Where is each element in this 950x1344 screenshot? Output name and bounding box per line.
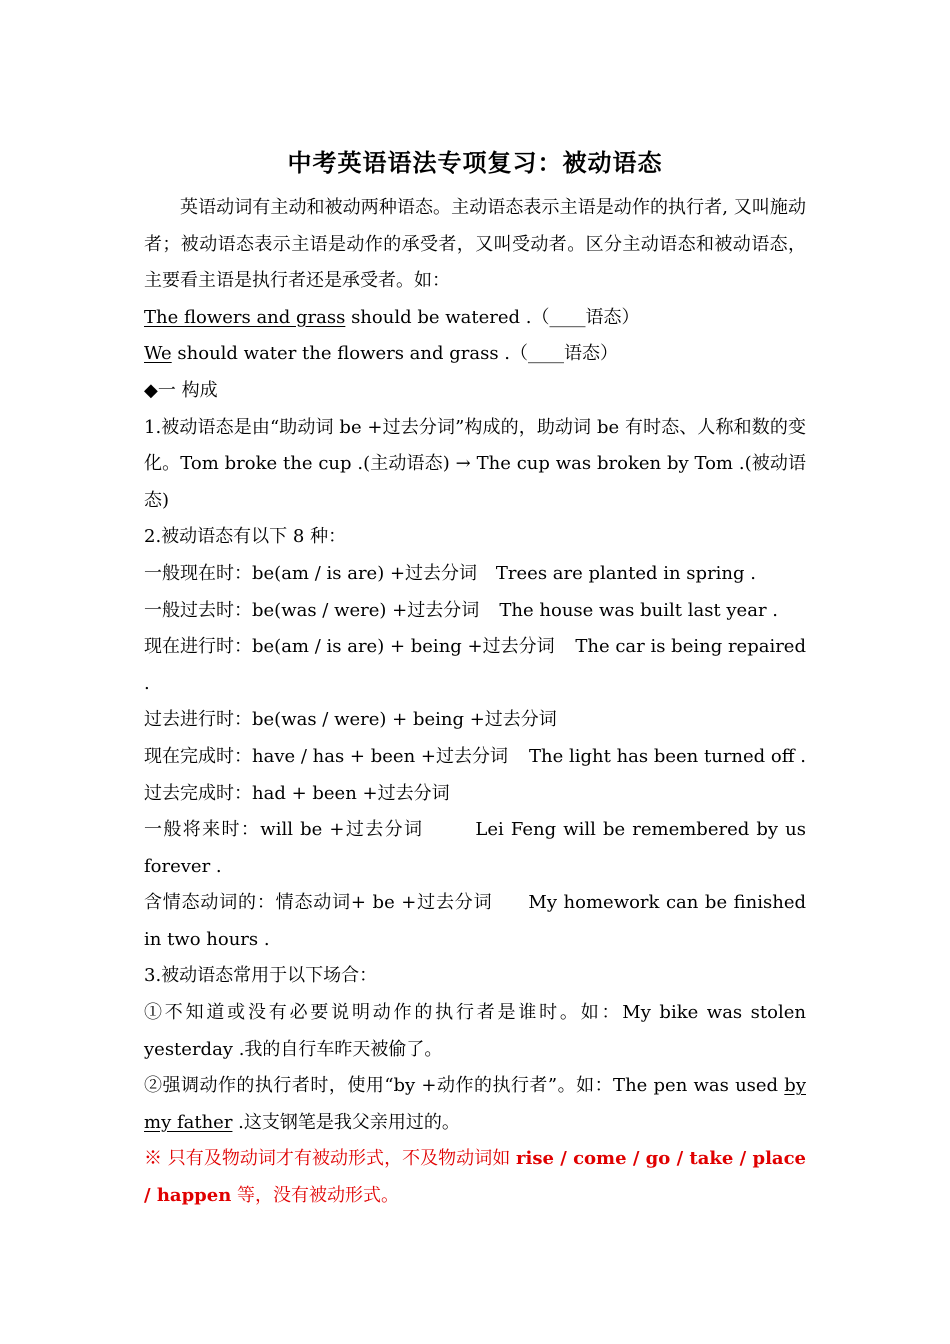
example-subject: The flowers and grass	[144, 306, 346, 328]
usage-1: ①不知道或没有必要说明动作的执行者是谁时。如：My bike was stolen yesterday .我的自行车昨天被偷了。	[144, 1002, 806, 1060]
reference-mark-icon: ※	[144, 1148, 163, 1170]
example-sentence-passive: The flowers and grass should be watered .（____语态）	[144, 306, 640, 328]
point-1: 1.被动语态是由“助动词 be +过去分词”构成的，助动词 be 有时态、人称和数的变化。Tom broke the cup .(主动语态) → The cup was broken by Tom .(被动语态)	[144, 416, 806, 511]
tense-row-tail: .	[144, 672, 150, 694]
diamond-bullet-icon: ◆	[144, 379, 158, 401]
tense-row: 含情态动词的：情态动词+ be +过去分词 My homework can be finished in two hours .	[144, 892, 806, 950]
note-paragraph: ※ 只有及物动词才有被动形式，不及物动词如 rise / come / go / take / place / happen 等，没有被动形式。	[144, 1148, 806, 1207]
example-subject: We	[144, 343, 172, 365]
arrow-right-icon: →	[455, 453, 471, 475]
tense-row: 一般现在时：be(am / is are) +过去分词 Trees are planted in spring .	[144, 562, 756, 584]
example-sentence-active: We should water the flowers and grass .（____语态）	[144, 343, 619, 365]
document-body	[144, 190, 806, 1215]
section-heading: ◆一 构成	[144, 379, 218, 401]
tense-row: 一般将来时：will be +过去分词 Lei Feng will be remembered by us forever .	[144, 819, 806, 877]
point-3-heading: 3.被动语态常用于以下场合：	[144, 965, 378, 987]
usage-2: ②强调动作的执行者时，使用“by +动作的执行者”。如：The pen was used by my father .这支钢笔是我父亲用过的。	[144, 1075, 806, 1133]
tense-row: 过去完成时：had + been +过去分词	[144, 782, 450, 804]
point-2-heading: 2.被动语态有以下 8 种：	[144, 526, 347, 548]
page-title: 中考英语语法专项复习：被动语态	[287, 148, 663, 177]
tense-row: 现在完成时：have / has + been +过去分词 The light has been turned off .	[144, 745, 806, 767]
tense-row: 一般过去时：be(was / were) +过去分词 The house was built last year .	[144, 599, 778, 621]
tense-row: 过去进行时：be(was / were) + being +过去分词	[144, 709, 557, 731]
tense-row: 现在进行时：be(am / is are) + being +过去分词 The car is being repaired	[144, 636, 806, 658]
intro-paragraph: 英语动词有主动和被动两种语态。主动语态表示主语是动作的执行者, 又叫施动者；被动语态表示主语是动作的承受者，又叫受动者。区分主动语态和被动语态，主要看主语是执行者还是承受者。如：	[144, 197, 806, 292]
